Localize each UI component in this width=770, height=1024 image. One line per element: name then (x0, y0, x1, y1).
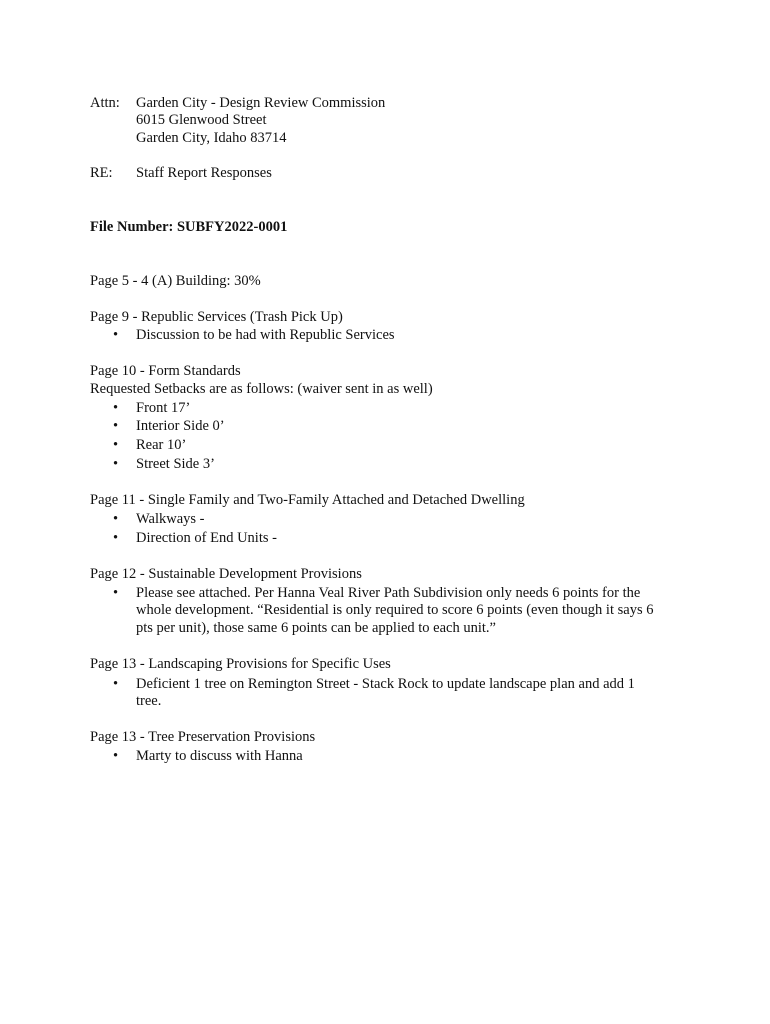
re-label: RE: (90, 165, 113, 181)
attn-line-3: Garden City, Idaho 83714 (136, 130, 287, 146)
list-item: Street Side 3’ (136, 456, 215, 472)
list-item-line: pts per unit), those same 6 points can be applied to each unit.” (136, 620, 496, 636)
list-item: Marty to discuss with Hanna (136, 748, 303, 764)
bullet-icon: • (113, 327, 119, 343)
list-item: Front 17’ (136, 400, 191, 416)
list-item: Direction of End Units - (136, 530, 277, 546)
list-item-line: whole development. “Residential is only required to score 6 points (even though it says 6 (136, 602, 654, 618)
attn-line-1: Garden City - Design Review Commission (136, 95, 386, 111)
section-heading: Page 11 - Single Family and Two-Family Attached and Detached Dwelling (90, 492, 525, 508)
list-item-line: Please see attached. Per Hanna Veal River Path Subdivision only needs 6 points for the (136, 585, 641, 601)
bullet-icon: • (113, 585, 119, 601)
section-heading: Page 13 - Landscaping Provisions for Specific Uses (90, 656, 391, 672)
bullet-icon: • (113, 676, 119, 692)
section-heading: Page 9 - Republic Services (Trash Pick Up) (90, 309, 343, 325)
bullet-icon: • (113, 456, 119, 472)
list-item: Interior Side 0’ (136, 418, 225, 434)
section-heading: Page 5 - 4 (A) Building: 30% (90, 273, 261, 289)
bullet-icon: • (113, 418, 119, 434)
attn-line-2: 6015 Glenwood Street (136, 112, 267, 128)
bullet-icon: • (113, 530, 119, 546)
section-heading: Page 12 - Sustainable Development Provisions (90, 566, 362, 582)
file-number: File Number: SUBFY2022-0001 (90, 219, 288, 235)
attn-label: Attn: (90, 95, 120, 111)
list-item-line: Deficient 1 tree on Remington Street - Stack Rock to update landscape plan and add 1 (136, 676, 635, 692)
bullet-icon: • (113, 437, 119, 453)
bullet-icon: • (113, 400, 119, 416)
list-item: Rear 10’ (136, 437, 187, 453)
bullet-icon: • (113, 748, 119, 764)
list-item: Discussion to be had with Republic Services (136, 327, 395, 343)
section-heading: Page 13 - Tree Preservation Provisions (90, 729, 316, 745)
section-heading: Page 10 - Form Standards (90, 363, 241, 379)
list-item-line: tree. (136, 693, 162, 709)
list-item: Walkways - (136, 511, 205, 527)
section-subheading: Requested Setbacks are as follows: (waiver sent in as well) (90, 381, 433, 397)
re-text: Staff Report Responses (136, 165, 272, 181)
bullet-icon: • (113, 511, 119, 527)
